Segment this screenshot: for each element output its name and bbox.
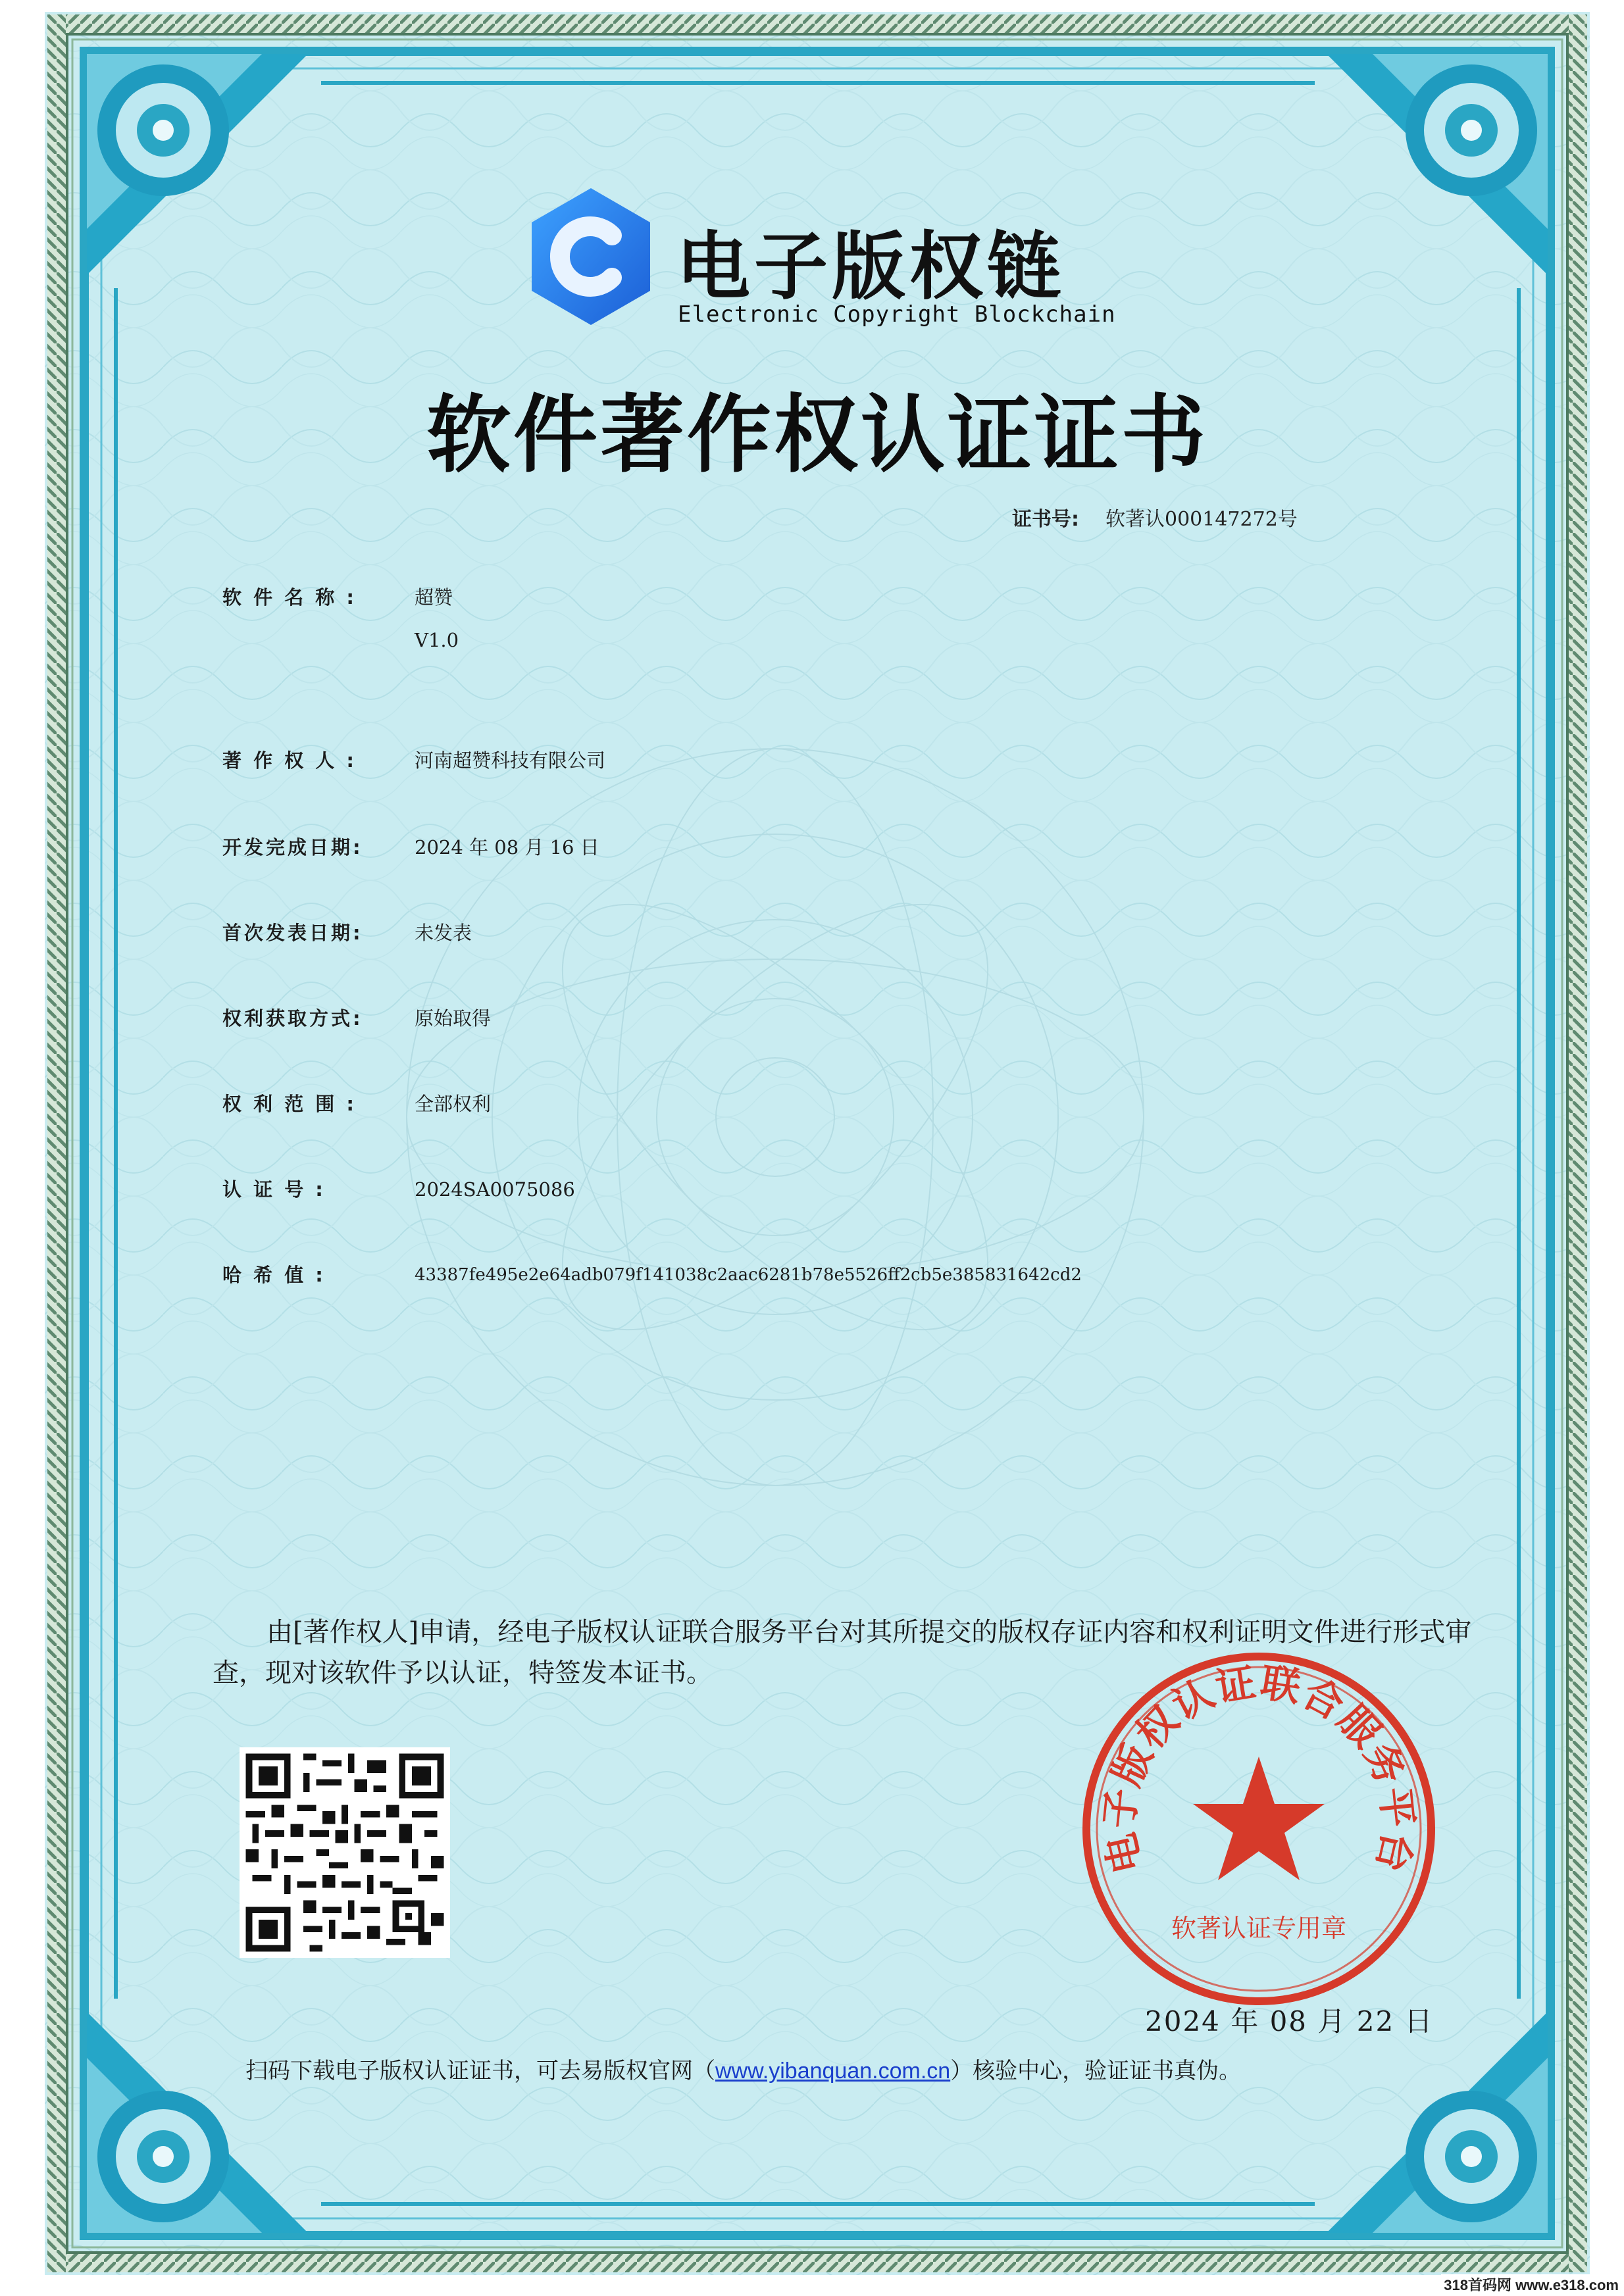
- site-watermark: 318首码网 www.e318.com: [1441, 2274, 1621, 2295]
- field-value: 2024 年 08 月 16 日: [415, 836, 599, 859]
- field-label: 著 作 权 人 :: [222, 749, 357, 772]
- footer-text-before: 扫码下载电子版权认证证书，可去易版权官网（: [245, 2058, 715, 2084]
- issue-date: 2024 年 08 月 22 日: [1145, 2005, 1434, 2037]
- certificate-number-label: 证书号:: [1012, 508, 1079, 531]
- official-website-link[interactable]: www.yibanquan.com.cn: [715, 2059, 951, 2084]
- logo-english-name: Electronic Copyright Blockchain: [678, 301, 1116, 328]
- field-label: 首次发表日期:: [222, 922, 363, 944]
- field-value: 2024SA0075086: [415, 1178, 575, 1201]
- certificate-number: [1012, 503, 1298, 532]
- seal-ring-text: 电子版权认证联合服务平台: [1096, 1659, 1421, 1878]
- field-label: 认 证 号 :: [222, 1178, 326, 1201]
- certificate-title: 软件著作权认证证书: [426, 386, 1208, 484]
- qr-code-icon[interactable]: [240, 1747, 450, 1958]
- field-label: 哈 希 值 :: [222, 1264, 326, 1286]
- field-value: 超赞: [415, 586, 453, 609]
- footer-text-after: ）核验中心，验证证书真伪。: [950, 2058, 1242, 2084]
- certificate-paper: [45, 12, 1590, 2275]
- footer-verification-note: [245, 2053, 1241, 2085]
- field-value: 全部权利: [415, 1093, 492, 1115]
- seal-star-icon: [1193, 1757, 1325, 1880]
- field-label: 软 件 名 称 :: [222, 586, 357, 609]
- declaration-text: 由[著作权人]申请，经电子版权认证联合服务平台对其所提交的版权存证内容和权利证明文件进行形式审查，现对该软件予以认证，特签发本证书。: [213, 1617, 1472, 1688]
- field-value: 原始取得: [415, 1007, 492, 1030]
- seal-inner-text: 软著认证专用章: [1171, 1914, 1347, 1943]
- certificate-number-value: 软著认000147272号: [1105, 508, 1298, 531]
- official-seal: [1075, 1645, 1443, 2013]
- field-value: 河南超赞科技有限公司: [415, 749, 606, 772]
- field-label: 权 利 范 围 :: [222, 1093, 357, 1115]
- logo-chinese-name: 电子版权链: [676, 224, 1065, 310]
- field-value: 未发表: [415, 922, 472, 944]
- field-label: 权利获取方式:: [222, 1007, 363, 1030]
- field-label: 开发完成日期:: [222, 836, 363, 859]
- blockchain-logo-icon: [525, 184, 657, 329]
- field-value: 43387fe495e2e64adb079f141038c2aac6281b78e5526ff2cb5e385831642cd2: [415, 1265, 1082, 1285]
- field-value: V1.0: [415, 629, 459, 651]
